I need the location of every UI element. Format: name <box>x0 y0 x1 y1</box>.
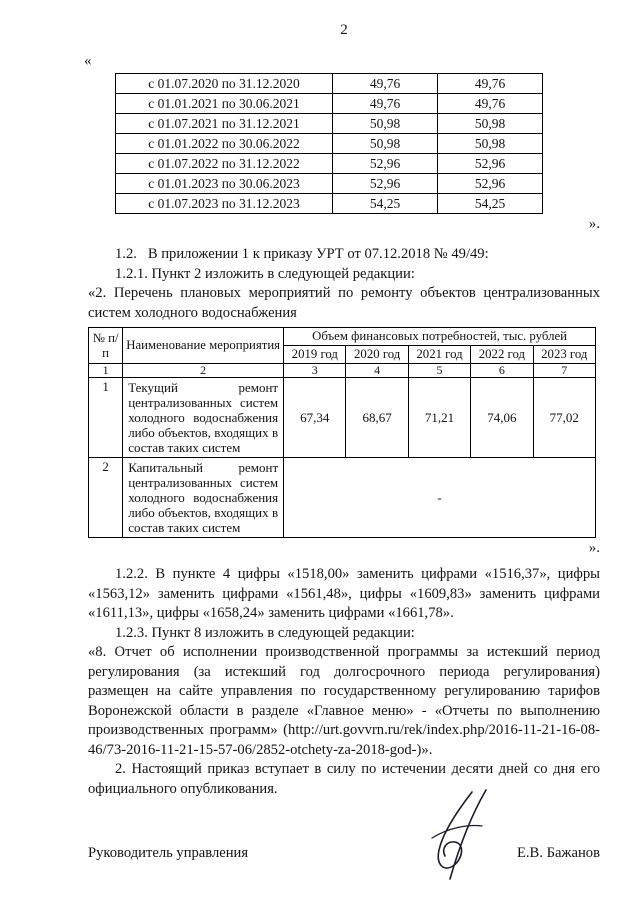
index-cell: 2 <box>123 364 284 378</box>
signatory-position: Руководитель управления <box>88 845 249 861</box>
table-row <box>116 94 543 114</box>
year-header-cell: 2023 год <box>533 346 595 364</box>
table-row <box>116 154 543 174</box>
value-cell: 74,06 <box>471 378 533 458</box>
period-cell: с 01.07.2022 по 31.12.2022 <box>116 154 333 174</box>
signatory-name: Е.В. Бажанов <box>516 845 600 861</box>
year-header-cell: 2019 год <box>284 346 346 364</box>
year-header-cell: 2020 год <box>346 346 408 364</box>
index-cell: 6 <box>471 364 533 378</box>
value-cell: 52,96 <box>333 154 438 174</box>
period-cell: с 01.07.2020 по 31.12.2020 <box>116 74 333 94</box>
table-row <box>116 114 543 134</box>
table-row <box>116 174 543 194</box>
page-number: 2 <box>340 22 348 38</box>
signature-block <box>88 845 600 862</box>
value-cell: 50,98 <box>333 114 438 134</box>
year-header-cell: 2021 год <box>408 346 470 364</box>
paragraph-1-2-3: 1.2.3. Пункт 8 изложить в следующей редакции: <box>115 624 415 641</box>
paragraph-1-2-2: 1.2.2. В пункте 4 цифры «1518,00» заменить цифрами «1516,37», цифры «1563,12» заменить цифрами «1561,48», цифры «1609,83» заменить цифрами «1611,13», цифры «1658,24» заменить цифрами «1661,78». <box>88 566 600 621</box>
table-row <box>116 74 543 94</box>
value-cell: 49,76 <box>333 94 438 114</box>
column-index-row <box>89 364 596 378</box>
period-cell: с 01.07.2021 по 31.12.2021 <box>116 114 333 134</box>
period-cell: с 01.01.2021 по 30.06.2021 <box>116 94 333 114</box>
value-cell: 68,67 <box>346 378 408 458</box>
paragraph-1-2-1: 1.2.1. Пункт 2 изложить в следующей редакции: <box>115 265 415 282</box>
opening-quote: « <box>84 53 92 69</box>
value-cell: 52,96 <box>333 174 438 194</box>
value-cell: 49,76 <box>438 94 543 114</box>
table-row <box>89 378 596 458</box>
column-header-volume: Объем финансовых потребностей, тыс. рублей <box>284 328 596 346</box>
measure-name-cell: Текущий ремонт централизованных систем холодного водоснабжения либо объектов, входящих в состав таких систем <box>123 378 284 458</box>
value-cell: 52,96 <box>438 154 543 174</box>
column-header-num: № п/п <box>89 328 123 364</box>
closing-quote-after-tariff: ». <box>588 216 600 232</box>
value-cell: 54,25 <box>438 194 543 214</box>
table-row <box>89 458 596 538</box>
value-cell: 52,96 <box>438 174 543 194</box>
value-cell: 50,98 <box>438 114 543 134</box>
period-cell: с 01.01.2022 по 30.06.2022 <box>116 134 333 154</box>
measures-table <box>88 327 596 538</box>
value-cell: 50,98 <box>333 134 438 154</box>
period-cell: с 01.07.2023 по 31.12.2023 <box>116 194 333 214</box>
value-cell: 67,34 <box>284 378 346 458</box>
column-header-name: Наименование мероприятия <box>123 328 284 364</box>
paragraph-item8: «8. Отчет об исполнении производственной программы за истекший период регулирования (за истекший год долгосрочного периода регулирования) размещен на сайте управления по государственному регулированию тарифов Воронежской области в разделе «Главное меню» - «Отчеты по выполнению производственных программ» (http://urt.govvrn.ru/rek/index.php/2016-11-21-16-08-46/73-2016-11-21-15-57-06/2852-otchety-za-2018-god-)». <box>88 644 600 758</box>
value-cell: 71,21 <box>408 378 470 458</box>
measure-name-cell: Капитальный ремонт централизованных систем холодного водоснабжения либо объектов, входящих в состав таких систем <box>123 458 284 538</box>
paragraph-item2-intro: «2. Перечень плановых мероприятий по ремонту объектов централизованных систем холодного водоснабжения <box>88 285 600 321</box>
period-cell: с 01.01.2023 по 30.06.2023 <box>116 174 333 194</box>
paragraph-2: 2. Настоящий приказ вступает в силу по истечении десяти дней со дня его официального опубликования. <box>88 761 600 797</box>
paragraph-1-2: 1.2. В приложении 1 к приказу УРТ от 07.12.2018 № 49/49: <box>115 246 489 262</box>
merged-value-cell: - <box>284 458 596 538</box>
row-number-cell: 1 <box>89 378 123 458</box>
index-cell: 7 <box>533 364 595 378</box>
tariff-periods-table <box>115 73 543 214</box>
index-cell: 4 <box>346 364 408 378</box>
value-cell: 77,02 <box>533 378 595 458</box>
table-row <box>116 194 543 214</box>
value-cell: 49,76 <box>333 74 438 94</box>
value-cell: 50,98 <box>438 134 543 154</box>
value-cell: 54,25 <box>333 194 438 214</box>
index-cell: 3 <box>284 364 346 378</box>
row-number-cell: 2 <box>89 458 123 538</box>
header-row <box>89 328 596 346</box>
closing-quote-after-measures: ». <box>588 540 600 556</box>
signature-scribble <box>418 787 500 882</box>
index-cell: 1 <box>89 364 123 378</box>
value-cell: 49,76 <box>438 74 543 94</box>
year-header-cell: 2022 год <box>471 346 533 364</box>
index-cell: 5 <box>408 364 470 378</box>
table-row <box>116 134 543 154</box>
